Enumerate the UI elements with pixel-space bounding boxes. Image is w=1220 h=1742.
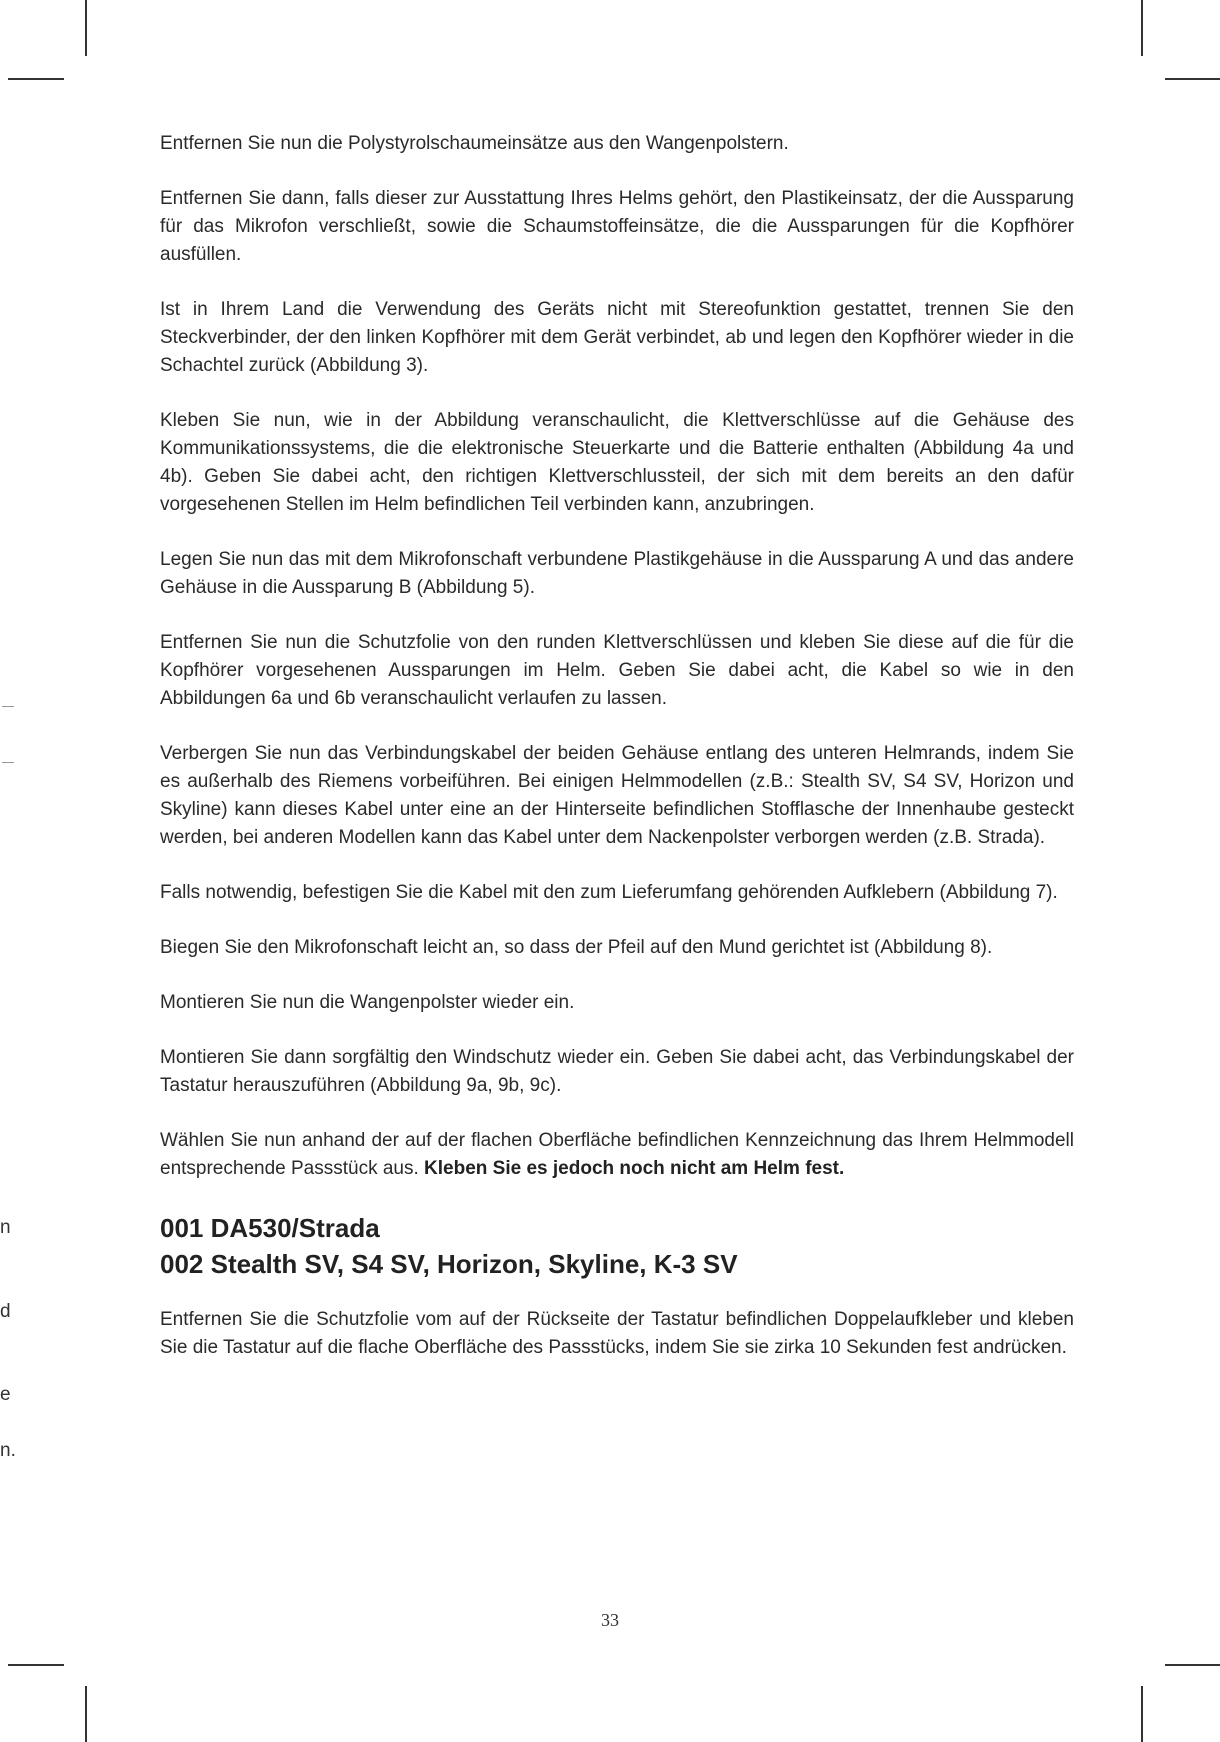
paragraph-select-warning: Kleben Sie es jedoch noch nicht am Helm fest. [424,1158,845,1179]
paragraph: Montieren Sie nun die Wangenpolster wieder ein. [160,992,575,1013]
margin-dash [2,762,14,763]
paragraph: Entfernen Sie nun die Polystyrolschaumeinsätze aus den Wangenpolstern. [160,133,789,154]
crop-mark-bottom-right-vertical [1141,1686,1143,1742]
crop-mark-top-left-horizontal [8,78,64,80]
crop-mark-top-right-vertical [1141,0,1143,56]
paragraph: Ist in Ihrem Land die Verwendung des Geräts nicht mit Stereofunktion gestattet, trennen Sie den Steckverbinder, der den linken Kopfhörer mit dem Gerät verbindet, ab und legen den Kopfhörer wieder in die Schachtel zurück (Abbildung 3). [160,299,1074,376]
margin-fragment: e [0,1384,11,1405]
crop-mark-bottom-left-vertical [85,1686,87,1742]
paragraph-select-text: Wählen Sie nun anhand der auf der flachen Oberfläche befindlichen Kennzeichnung das Ihrem Helmmodell entsprechende Passstück aus. [160,1130,1074,1179]
crop-mark-bottom-right-horizontal [1165,1664,1220,1666]
paragraph: Falls notwendig, befestigen Sie die Kabel mit den zum Lieferumfang gehörenden Aufklebern (Abbildung 7). [160,882,1058,903]
crop-mark-top-right-horizontal [1165,78,1220,80]
crop-mark-top-left-vertical [85,0,87,56]
margin-dash [2,706,14,707]
paragraph: Kleben Sie nun, wie in der Abbildung veranschaulicht, die Klettverschlüsse auf die Gehäuse des Kommunikationssystems, die die elektronische Steuerkarte und die Batterie enthalten (Abbildung 4a und 4b). Geben Sie dabei acht, den richtigen Klettverschlussteil, der sich mit dem bereits an den dafür vorgesehenen Stellen im Helm befindlichen Teil verbinden kann, anzubringen. [160,410,1074,515]
paragraph: Montieren Sie dann sorgfältig den Windschutz wieder ein. Geben Sie dabei acht, das Verbindungskabel der Tastatur herauszuführen (Abbildung 9a, 9b, 9c). [160,1047,1074,1096]
margin-fragment: d [0,1301,11,1322]
heading-model-002: 002 Stealth SV, S4 SV, Horizon, Skyline, K-3 SV [160,1249,738,1279]
heading-model-001: 001 DA530/Strada [160,1213,380,1243]
paragraph-select-adapter [160,1127,1074,1183]
paragraph: Entfernen Sie nun die Schutzfolie von den runden Klettverschlüssen und kleben Sie diese auf die für die Kopfhörer vorgesehenen Aussparungen im Helm. Geben Sie dabei acht, die Kabel so wie in den Abbildungen 6a und 6b veranschaulicht verlaufen zu lassen. [160,632,1074,709]
paragraph-final: Entfernen Sie die Schutzfolie vom auf der Rückseite der Tastatur befindlichen Doppelaufkleber und kleben Sie die Tastatur auf die flache Oberfläche des Passstücks, indem Sie sie zirka 10 Sekunden fest andrücken. [160,1309,1074,1358]
margin-fragment: n [0,1217,11,1238]
paragraph: Verbergen Sie nun das Verbindungskabel der beiden Gehäuse entlang des unteren Helmrands, indem Sie es außerhalb des Riemens vorbeiführen. Bei einigen Helmmodellen (z.B.: Stealth SV, S4 SV, Horizon und Skyline) kann dieses Kabel unter eine an der Hinterseite befindlichen Stofflasche der Innenhaube gesteckt werden, bei anderen Modellen kann das Kabel unter dem Nackenpolster verborgen werden (z.B. Strada). [160,743,1074,848]
crop-mark-bottom-left-horizontal [8,1664,64,1666]
paragraph: Legen Sie nun das mit dem Mikrofonschaft verbundene Plastikgehäuse in die Aussparung A und das andere Gehäuse in die Aussparung B (Abbildung 5). [160,549,1074,598]
model-headings [160,1210,1074,1282]
page-number: 33 [601,1610,619,1630]
margin-fragment: n. [0,1440,16,1461]
paragraph: Biegen Sie den Mikrofonschaft leicht an, so dass der Pfeil auf den Mund gerichtet ist (Abbildung 8). [160,937,993,958]
page-body [160,130,1074,1389]
paragraph: Entfernen Sie dann, falls dieser zur Ausstattung Ihres Helms gehört, den Plastikeinsatz, der die Aussparung für das Mikrofon verschließt, sowie die Schaumstoffeinsätze, die die Aussparungen für die Kopfhörer ausfüllen. [160,188,1074,265]
